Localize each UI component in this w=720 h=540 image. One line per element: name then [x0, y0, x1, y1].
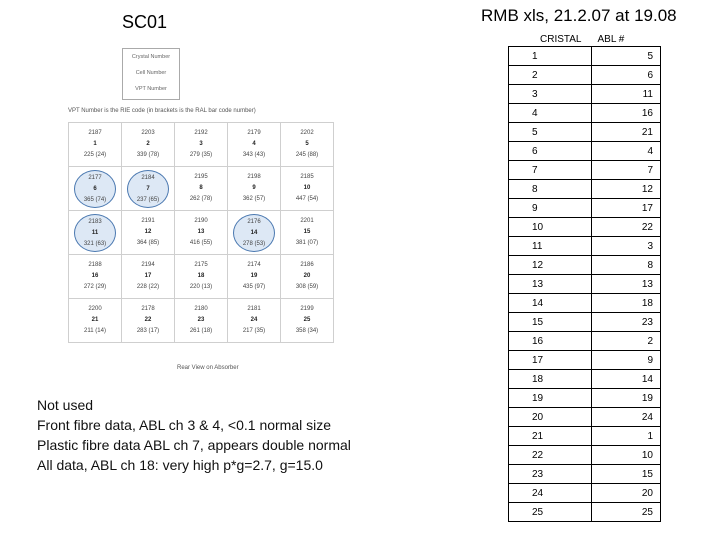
crystal-number: 2195 [194, 174, 208, 180]
vpt-number: 381 (07) [295, 240, 319, 246]
vpt-number: 362 (57) [242, 196, 266, 202]
table-row [509, 237, 661, 256]
table-row [509, 256, 661, 275]
cristal-cell: 3 [509, 85, 592, 104]
abl-cell: 1 [592, 427, 661, 446]
cell-number: 1 [93, 141, 97, 147]
legend-line: Crystal Number [131, 54, 171, 60]
cristal-cell: 11 [509, 237, 592, 256]
cell-number: 5 [305, 141, 309, 147]
cell-number: 18 [197, 273, 205, 279]
table-row [509, 104, 661, 123]
table-row [509, 218, 661, 237]
cell-number: 2 [146, 141, 150, 147]
cristal-cell: 8 [509, 180, 592, 199]
cell-number: 16 [91, 273, 99, 279]
crystal-number: 2192 [194, 130, 208, 136]
grid-cell [122, 123, 175, 167]
abl-cell: 15 [592, 465, 661, 484]
cell-number: 9 [252, 185, 256, 191]
vpt-number: 237 (65) [136, 196, 160, 203]
note-line: Front fibre data, ABL ch 3 & 4, <0.1 normal size [37, 417, 332, 433]
grid-cell [228, 123, 281, 167]
slide-title-left: SC01 [122, 12, 168, 32]
cell-number: 14 [250, 229, 258, 236]
crystal-number: 2191 [141, 218, 155, 224]
vpt-number: 220 (13) [189, 284, 213, 290]
abl-cell: 6 [592, 66, 661, 85]
table-row [509, 123, 661, 142]
vpt-number: 339 (78) [136, 152, 160, 158]
notes-block [37, 395, 351, 475]
cell-number: 6 [93, 185, 97, 192]
abl-cell: 11 [592, 85, 661, 104]
table-row [509, 294, 661, 313]
cristal-cell: 20 [509, 408, 592, 427]
grid-cell [122, 255, 175, 299]
crystal-number: 2186 [300, 262, 314, 268]
grid-row [69, 123, 334, 167]
vpt-number: 225 (24) [83, 152, 107, 158]
vpt-number: 364 (85) [136, 240, 160, 246]
abl-cell: 2 [592, 332, 661, 351]
table-row [509, 484, 661, 503]
crystal-number: 2184 [141, 174, 155, 181]
cell-number: 20 [303, 273, 311, 279]
table-row [509, 275, 661, 294]
cristal-cell: 6 [509, 142, 592, 161]
abl-cell: 25 [592, 503, 661, 522]
grid-cell [122, 299, 175, 343]
cell-number: 12 [144, 229, 152, 235]
crystal-number: 2201 [300, 218, 314, 224]
abl-cell: 23 [592, 313, 661, 332]
crystal-abl-mapping-table [508, 32, 661, 522]
crystal-number: 2180 [194, 306, 208, 312]
vpt-number: 343 (43) [242, 152, 266, 158]
figure-caption: VPT Number is the RIE code (in brackets is the RAL bar code number) [68, 108, 256, 114]
grid-cell [122, 167, 175, 211]
crystal-number: 2203 [141, 130, 155, 136]
crystal-number: 2174 [247, 262, 261, 268]
grid-cell [175, 299, 228, 343]
cristal-cell: 1 [509, 47, 592, 66]
cell-number: 8 [199, 185, 203, 191]
cell-number: 24 [250, 317, 258, 323]
cristal-cell: 13 [509, 275, 592, 294]
grid-row [69, 211, 334, 255]
table-row [509, 427, 661, 446]
vpt-number: 278 (53) [242, 240, 266, 247]
highlight-circle [74, 214, 116, 252]
cell-number: 3 [199, 141, 203, 147]
abl-cell: 20 [592, 484, 661, 503]
cristal-cell: 19 [509, 389, 592, 408]
crystal-number: 2187 [88, 130, 102, 136]
legend-line: Cell Number [135, 70, 167, 76]
abl-cell: 7 [592, 161, 661, 180]
crystal-number: 2176 [247, 218, 261, 225]
crystal-number: 2181 [247, 306, 261, 312]
crystal-number: 2188 [88, 262, 102, 268]
crystal-number: 2179 [247, 130, 261, 136]
grid-cell [281, 123, 334, 167]
grid-cell [69, 167, 122, 211]
vpt-number: 217 (35) [242, 328, 266, 334]
crystal-number: 2183 [88, 218, 102, 225]
cristal-cell: 23 [509, 465, 592, 484]
abl-cell: 17 [592, 199, 661, 218]
crystal-grid [68, 122, 334, 343]
grid-cell [281, 255, 334, 299]
table-row [509, 465, 661, 484]
table-row [509, 142, 661, 161]
grid-row [69, 255, 334, 299]
cristal-cell: 18 [509, 370, 592, 389]
crystal-legend-box [122, 48, 180, 100]
vpt-number: 416 (55) [189, 240, 213, 246]
vpt-number: 308 (59) [295, 284, 319, 290]
highlight-circle [74, 170, 116, 208]
abl-cell: 9 [592, 351, 661, 370]
grid-cell [69, 255, 122, 299]
highlight-circle [127, 170, 169, 208]
cristal-cell: 21 [509, 427, 592, 446]
note-line: Not used [37, 397, 94, 413]
cristal-cell: 24 [509, 484, 592, 503]
abl-cell: 13 [592, 275, 661, 294]
cell-number: 17 [144, 273, 152, 279]
cristal-cell: 17 [509, 351, 592, 370]
cell-number: 10 [303, 185, 311, 191]
table-row [509, 199, 661, 218]
cristal-cell: 14 [509, 294, 592, 313]
cristal-cell: 9 [509, 199, 592, 218]
table-row [509, 47, 661, 66]
abl-cell: 4 [592, 142, 661, 161]
vpt-number: 358 (34) [295, 328, 319, 334]
grid-cell [69, 299, 122, 343]
vpt-number: 245 (88) [295, 152, 319, 158]
abl-cell: 14 [592, 370, 661, 389]
cell-number: 21 [91, 317, 99, 323]
table-row [509, 313, 661, 332]
cell-number: 25 [303, 317, 311, 323]
slide-title-right: RMB xls, 21.2.07 at 19.08 [481, 6, 677, 25]
grid-row [69, 167, 334, 211]
abl-cell: 16 [592, 104, 661, 123]
grid-cell [228, 299, 281, 343]
vpt-number: 261 (18) [189, 328, 213, 334]
grid-cell [175, 167, 228, 211]
grid-row [69, 299, 334, 343]
table-row [509, 66, 661, 85]
grid-cell [228, 255, 281, 299]
vpt-number: 279 (35) [189, 152, 213, 158]
abl-cell: 8 [592, 256, 661, 275]
abl-cell: 21 [592, 123, 661, 142]
crystal-number: 2175 [194, 262, 208, 268]
abl-cell: 12 [592, 180, 661, 199]
abl-cell: 22 [592, 218, 661, 237]
vpt-number: 283 (17) [136, 328, 160, 334]
crystal-number: 2190 [194, 218, 208, 224]
vpt-number: 435 (97) [242, 284, 266, 290]
crystal-number: 2194 [141, 262, 155, 268]
grid-cell [175, 255, 228, 299]
table-row [509, 370, 661, 389]
grid-cell [69, 123, 122, 167]
cristal-cell: 12 [509, 256, 592, 275]
abl-cell: 5 [592, 47, 661, 66]
highlight-circle [233, 214, 275, 252]
abl-cell: 3 [592, 237, 661, 256]
grid-cell [175, 211, 228, 255]
table-row [509, 446, 661, 465]
grid-cell [69, 211, 122, 255]
vpt-number: 365 (74) [83, 196, 107, 203]
vpt-number: 262 (78) [189, 196, 213, 202]
crystal-number: 2199 [300, 306, 314, 312]
table-row [509, 408, 661, 427]
grid-cell [122, 211, 175, 255]
table-row [509, 85, 661, 104]
table-row [509, 389, 661, 408]
cell-number: 23 [197, 317, 205, 323]
cristal-cell: 4 [509, 104, 592, 123]
column-header-abl: ABL # [597, 33, 625, 45]
cristal-cell: 10 [509, 218, 592, 237]
table-row [509, 161, 661, 180]
table-row [509, 351, 661, 370]
crystal-number: 2202 [300, 130, 314, 136]
crystal-number: 2185 [300, 174, 314, 180]
table-row [509, 332, 661, 351]
crystal-number: 2178 [141, 306, 155, 312]
table-row [509, 503, 661, 522]
abl-cell: 19 [592, 389, 661, 408]
table-row [509, 180, 661, 199]
vpt-number: 228 (22) [136, 284, 160, 290]
cristal-cell: 22 [509, 446, 592, 465]
grid-cell [228, 211, 281, 255]
cell-number: 22 [144, 317, 152, 323]
cell-number: 7 [146, 185, 150, 192]
cristal-cell: 25 [509, 503, 592, 522]
vpt-number: 321 (63) [83, 240, 107, 247]
crystal-number: 2177 [88, 174, 102, 181]
cristal-cell: 7 [509, 161, 592, 180]
note-line: Plastic fibre data ABL ch 7, appears double normal [37, 437, 351, 453]
cristal-cell: 16 [509, 332, 592, 351]
cell-number: 11 [91, 229, 99, 236]
cristal-cell: 2 [509, 66, 592, 85]
legend-line: VPT Number [135, 86, 167, 92]
grid-cell [281, 211, 334, 255]
cell-number: 13 [197, 229, 205, 235]
abl-cell: 24 [592, 408, 661, 427]
grid-cell [175, 123, 228, 167]
cell-number: 15 [303, 229, 311, 235]
cell-number: 19 [250, 273, 258, 279]
column-header-cristal: CRISTAL [540, 33, 582, 45]
abl-cell: 18 [592, 294, 661, 313]
figure-subcaption: Rear View on Absorber [177, 365, 239, 371]
abl-cell: 10 [592, 446, 661, 465]
crystal-number: 2200 [88, 306, 102, 312]
vpt-number: 447 (54) [295, 196, 319, 202]
vpt-number: 211 (14) [84, 328, 106, 334]
grid-cell [281, 299, 334, 343]
cell-number: 4 [252, 141, 256, 147]
note-line: All data, ABL ch 18: very high p*g=2.7, g=15.0 [37, 457, 323, 473]
grid-cell [281, 167, 334, 211]
vpt-number: 272 (29) [83, 284, 107, 290]
grid-cell [228, 167, 281, 211]
crystal-number: 2198 [247, 174, 261, 180]
cristal-cell: 5 [509, 123, 592, 142]
cristal-cell: 15 [509, 313, 592, 332]
